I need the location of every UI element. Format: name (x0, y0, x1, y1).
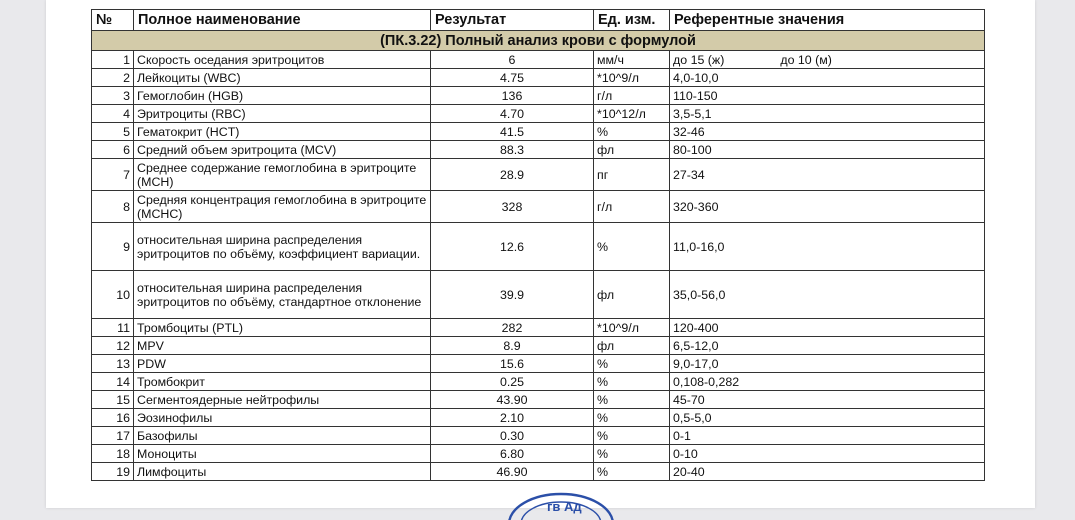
row-number: 10 (92, 271, 134, 319)
stamp-seal-text: гв Ад (547, 499, 582, 514)
reference-value: 11,0-16,0 (673, 239, 725, 254)
table-row (92, 51, 985, 69)
test-result: 6.80 (431, 445, 594, 463)
table-row (92, 463, 985, 481)
test-result: 282 (431, 319, 594, 337)
reference-range (670, 271, 985, 319)
table-row (92, 123, 985, 141)
table-row (92, 355, 985, 373)
test-unit: % (594, 445, 670, 463)
test-unit: г/л (594, 191, 670, 223)
test-result: 46.90 (431, 463, 594, 481)
test-result: 4.70 (431, 105, 594, 123)
test-name: Базофилы (134, 427, 431, 445)
row-number: 13 (92, 355, 134, 373)
test-unit: фл (594, 271, 670, 319)
test-name: Гематокрит (HCT) (134, 123, 431, 141)
test-result: 4.75 (431, 69, 594, 87)
header-num: № (92, 10, 134, 31)
table-row (92, 69, 985, 87)
results-table (91, 9, 985, 481)
row-number: 4 (92, 105, 134, 123)
reference-value: 35,0-56,0 (673, 287, 726, 302)
row-number: 1 (92, 51, 134, 69)
row-number: 17 (92, 427, 134, 445)
reference-range (670, 337, 985, 355)
table-row (92, 191, 985, 223)
reference-range (670, 105, 985, 123)
test-name: Средний объем эритроцита (MCV) (134, 141, 431, 159)
test-unit: пг (594, 159, 670, 191)
reference-range (670, 123, 985, 141)
table-row (92, 427, 985, 445)
test-unit: % (594, 391, 670, 409)
test-result: 15.6 (431, 355, 594, 373)
table-row (92, 319, 985, 337)
test-name: Тромбоциты (PTL) (134, 319, 431, 337)
test-result: 12.6 (431, 223, 594, 271)
reference-range (670, 445, 985, 463)
test-name: относительная ширина распределения эритроцитов по объёму, коэффициент вариации. (134, 223, 431, 271)
reference-value: 45-70 (673, 392, 705, 407)
test-unit: % (594, 355, 670, 373)
reference-value: 80-100 (673, 142, 712, 157)
test-name: Средняя концентрация гемоглобина в эритроците (MCHC) (134, 191, 431, 223)
row-number: 12 (92, 337, 134, 355)
test-unit: *10^9/л (594, 319, 670, 337)
header-unit: Ед. изм. (594, 10, 670, 31)
test-result: 8.9 (431, 337, 594, 355)
row-number: 7 (92, 159, 134, 191)
test-name: MPV (134, 337, 431, 355)
table-row (92, 391, 985, 409)
test-result: 2.10 (431, 409, 594, 427)
table-row (92, 223, 985, 271)
table-row (92, 271, 985, 319)
reference-range (670, 191, 985, 223)
document-page (46, 0, 1035, 514)
section-title: (ПК.3.22) Полный анализ крови с формулой (92, 31, 985, 51)
reference-value: 20-40 (673, 464, 705, 479)
table-row (92, 337, 985, 355)
row-number: 16 (92, 409, 134, 427)
section-title-row (92, 31, 985, 51)
reference-value: 0-1 (673, 428, 691, 443)
row-number: 2 (92, 69, 134, 87)
test-result: 6 (431, 51, 594, 69)
test-name: Лимфоциты (134, 463, 431, 481)
reference-value: 3,5-5,1 (673, 106, 712, 121)
test-name: Эозинофилы (134, 409, 431, 427)
reference-value: 120-400 (673, 320, 719, 335)
test-name: PDW (134, 355, 431, 373)
reference-value-male: до 10 (м) (780, 52, 832, 67)
table-row (92, 409, 985, 427)
reference-value: 0,5-5,0 (673, 410, 712, 425)
test-unit: фл (594, 141, 670, 159)
test-unit: % (594, 373, 670, 391)
table-row (92, 105, 985, 123)
row-number: 15 (92, 391, 134, 409)
test-unit: % (594, 123, 670, 141)
test-name: Моноциты (134, 445, 431, 463)
table-row (92, 373, 985, 391)
test-unit: мм/ч (594, 51, 670, 69)
test-unit: *10^12/л (594, 105, 670, 123)
stamp-seal-graphic (505, 490, 617, 520)
test-result: 328 (431, 191, 594, 223)
header-row (92, 10, 985, 31)
reference-range (670, 427, 985, 445)
row-number: 5 (92, 123, 134, 141)
row-number: 18 (92, 445, 134, 463)
reference-range (670, 69, 985, 87)
header-result: Результат (431, 10, 594, 31)
reference-range (670, 87, 985, 105)
reference-range (670, 391, 985, 409)
reference-value: 9,0-17,0 (673, 356, 719, 371)
header-name: Полное наименование (134, 10, 431, 31)
reference-range (670, 51, 985, 69)
test-result: 88.3 (431, 141, 594, 159)
test-name: относительная ширина распределения эритроцитов по объёму, стандартное отклонение (134, 271, 431, 319)
row-number: 6 (92, 141, 134, 159)
reference-range (670, 463, 985, 481)
row-number: 14 (92, 373, 134, 391)
reference-range (670, 373, 985, 391)
test-unit: % (594, 463, 670, 481)
test-result: 39.9 (431, 271, 594, 319)
row-number: 11 (92, 319, 134, 337)
test-unit: *10^9/л (594, 69, 670, 87)
reference-value: 27-34 (673, 167, 705, 182)
test-result: 0.30 (431, 427, 594, 445)
reference-range (670, 409, 985, 427)
test-name: Тромбокрит (134, 373, 431, 391)
reference-value: 0,108-0,282 (673, 374, 740, 389)
reference-range (670, 141, 985, 159)
table-row (92, 445, 985, 463)
row-number: 8 (92, 191, 134, 223)
row-number: 19 (92, 463, 134, 481)
table-row (92, 87, 985, 105)
test-unit: % (594, 223, 670, 271)
table-row (92, 141, 985, 159)
table-row (92, 159, 985, 191)
test-result: 28.9 (431, 159, 594, 191)
header-reference: Референтные значения (670, 10, 985, 31)
test-name: Сегментоядерные нейтрофилы (134, 391, 431, 409)
reference-value: 4,0-10,0 (673, 70, 719, 85)
test-unit: % (594, 409, 670, 427)
reference-range (670, 159, 985, 191)
reference-range (670, 319, 985, 337)
reference-range (670, 223, 985, 271)
test-unit: % (594, 427, 670, 445)
row-number: 3 (92, 87, 134, 105)
test-unit: г/л (594, 87, 670, 105)
test-name: Среднее содержание гемоглобина в эритроците (MCH) (134, 159, 431, 191)
stamp-seal (505, 490, 617, 520)
test-result: 41.5 (431, 123, 594, 141)
test-name: Эритроциты (RBC) (134, 105, 431, 123)
row-number: 9 (92, 223, 134, 271)
test-result: 0.25 (431, 373, 594, 391)
test-result: 136 (431, 87, 594, 105)
reference-value: до 15 (ж) (673, 52, 725, 67)
test-name: Скорость оседания эритроцитов (134, 51, 431, 69)
reference-value: 0-10 (673, 446, 698, 461)
reference-range (670, 355, 985, 373)
test-result: 43.90 (431, 391, 594, 409)
test-unit: фл (594, 337, 670, 355)
test-name: Лейкоциты (WBC) (134, 69, 431, 87)
reference-value: 320-360 (673, 199, 719, 214)
test-name: Гемоглобин (HGB) (134, 87, 431, 105)
reference-value: 110-150 (673, 88, 718, 103)
reference-value: 6,5-12,0 (673, 338, 719, 353)
reference-value: 32-46 (673, 124, 705, 139)
